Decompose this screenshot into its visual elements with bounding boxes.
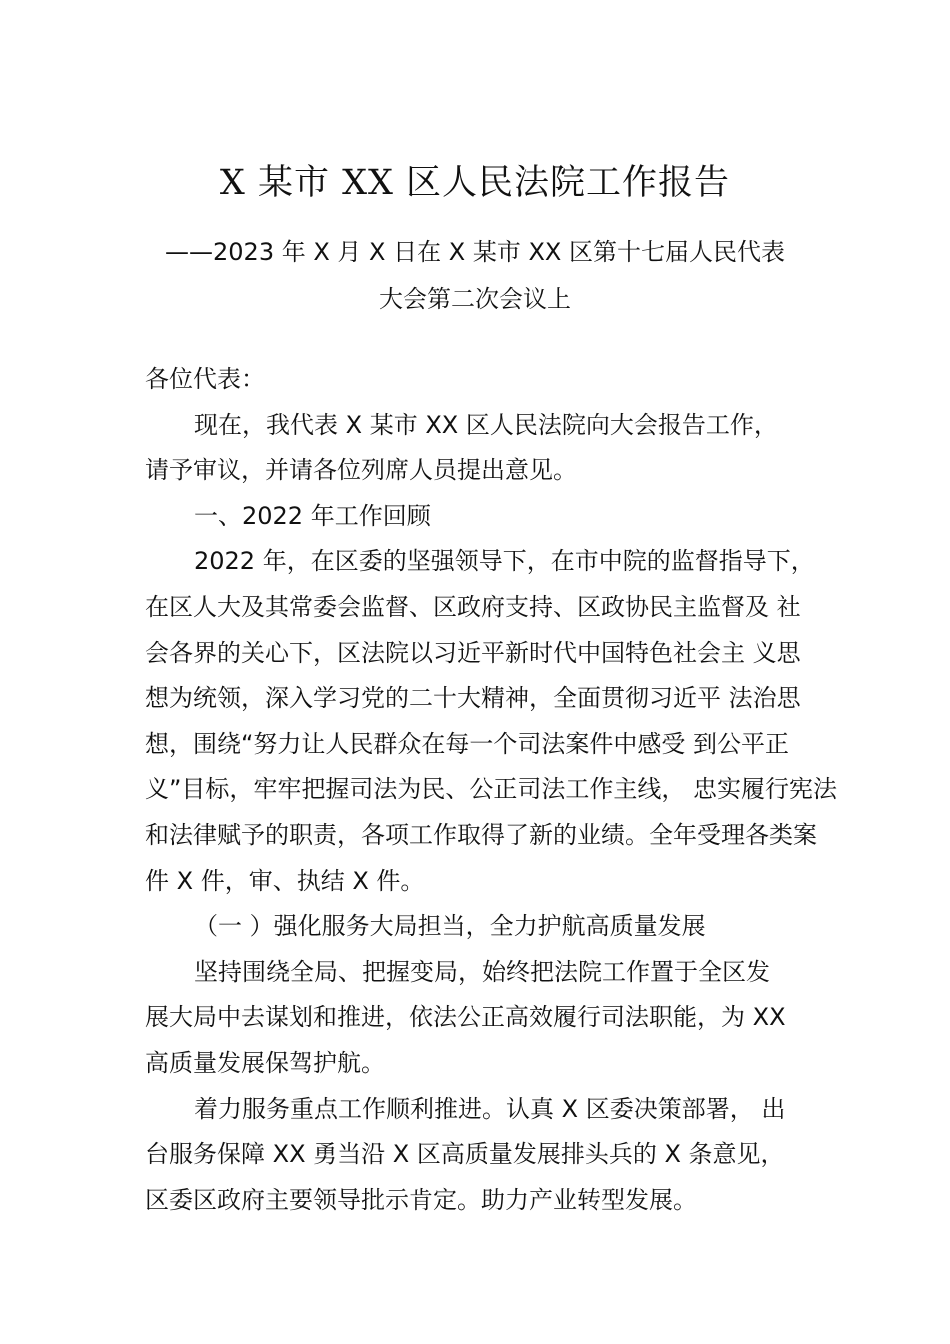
body-line: 会各界的关心下，区法院以习近平新时代中国特色社会主 义思 xyxy=(145,638,801,667)
report-subtitle-line1: ——2023 年 X 月 X 日在 X 某市 XX 区第十七届人民代表 xyxy=(165,238,785,266)
report-subtitle-line2: 大会第二次会议上 xyxy=(379,285,571,313)
body-line: 区委区政府主要领导批示肯定。助力产业转型发展。 xyxy=(145,1185,697,1214)
body-line: 高质量发展保驾护航。 xyxy=(145,1048,385,1077)
body-line: 着力服务重点工作顺利推进。认真 X 区委决策部署， 出 xyxy=(194,1094,786,1123)
salutation-line: 各位代表： xyxy=(145,365,265,393)
section-heading: 一、2022 年工作回顾 xyxy=(194,501,431,530)
body-line: 坚持围绕全局、把握变局，始终把法院工作置于全区发 xyxy=(194,957,770,986)
body-line: 在区人大及其常委会监督、区政府支持、区政协民主监督及 社 xyxy=(145,592,801,621)
body-line: 义”目标，牢牢把握司法为民、公正司法工作主线， 忠实履行宪法 xyxy=(145,775,838,804)
body-line: 和法律赋予的职责，各项工作取得了新的业绩。全年受理各类案 xyxy=(145,820,817,849)
body-line: 台服务保障 XX 勇当沿 X 区高质量发展排头兵的 X 条意见， xyxy=(145,1140,785,1169)
subsection-heading: （一 ）强化服务大局担当，全力护航高质量发展 xyxy=(194,912,706,941)
body-line: 件 X 件，审、执结 X 件。 xyxy=(145,866,425,895)
report-title: X 某市 XX 区人民法院工作报告 xyxy=(219,163,731,203)
body-line: 请予审议，并请各位列席人员提出意见。 xyxy=(145,456,577,485)
body-line: 现在，我代表 X 某市 XX 区人民法院向大会报告工作， xyxy=(194,410,778,439)
report-body xyxy=(145,357,845,1223)
body-line: 展大局中去谋划和推进，依法公正高效履行司法职能，为 XX xyxy=(145,1003,786,1032)
body-line: 想为统领，深入学习党的二十大精神，全面贯彻习近平 法治思 xyxy=(145,684,801,713)
body-line: 2022 年，在区委的坚强领导下，在市中院的监督指导下， xyxy=(194,547,815,576)
body-line: 想，围绕“努力让人民群众在每一个司法案件中感受 到公平正 xyxy=(145,729,790,758)
